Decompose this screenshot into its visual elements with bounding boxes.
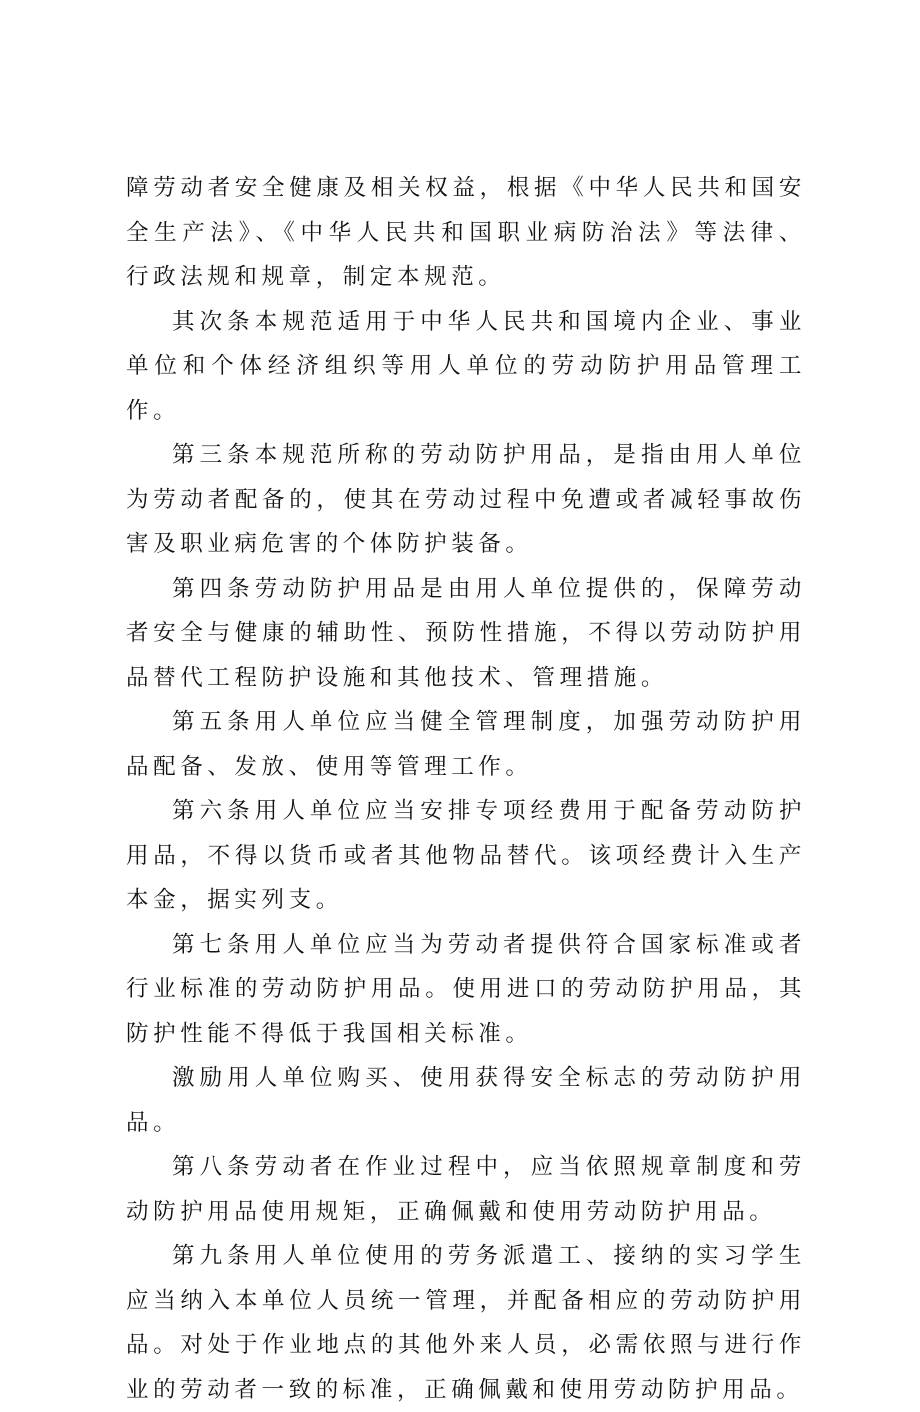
paragraph-article-8: 第八条劳动者在作业过程中，应当依照规章制度和劳动防护用品使用规矩，正确佩戴和使用劳动防护用品。: [126, 1154, 806, 1225]
paragraph-article-9: 第九条用人单位使用的劳务派遣工、接纳的实习学生应当纳入本单位人员统一管理，并配备相应的劳动防护用品。对处于作业地点的其他外来人员，必需依照与进行作业的劳动者一致的标准，正确佩戴和使用劳动防护用品。: [126, 1243, 806, 1403]
document-body: [126, 166, 806, 1412]
paragraph-article-5: 第五条用人单位应当健全管理制度，加强劳动防护用品配备、发放、使用等管理工作。: [126, 709, 806, 780]
paragraph-article-6: 第六条用人单位应当安排专项经费用于配备劳动防护用品，不得以货币或者其他物品替代。该项经费计入生产本金，据实列支。: [126, 798, 806, 913]
paragraph-continuation: 障劳动者安全健康及相关权益，根据《中华人民共和国安全生产法》、《中华人民共和国职业病防治法》等法律、行政法规和规章，制定本规范。: [126, 175, 806, 290]
paragraph-article-2: 其次条本规范适用于中华人民共和国境内企业、事业单位和个体经济组织等用人单位的劳动防护用品管理工作。: [126, 308, 806, 424]
paragraph-article-3: 第三条本规范所称的劳动防护用品，是指由用人单位为劳动者配备的，使其在劳动过程中免遭或者减轻事故伤害及职业病危害的个体防护装备。: [126, 442, 806, 557]
paragraph-encouragement: 激励用人单位购买、使用获得安全标志的劳动防护用品。: [126, 1065, 806, 1136]
paragraph-article-7: 第七条用人单位应当为劳动者提供符合国家标准或者行业标准的劳动防护用品。使用进口的劳动防护用品，其防护性能不得低于我国相关标准。: [126, 931, 806, 1047]
paragraph-article-4: 第四条劳动防护用品是由用人单位提供的，保障劳动者安全与健康的辅助性、预防性措施，不得以劳动防护用品替代工程防护设施和其他技术、管理措施。: [126, 575, 806, 691]
